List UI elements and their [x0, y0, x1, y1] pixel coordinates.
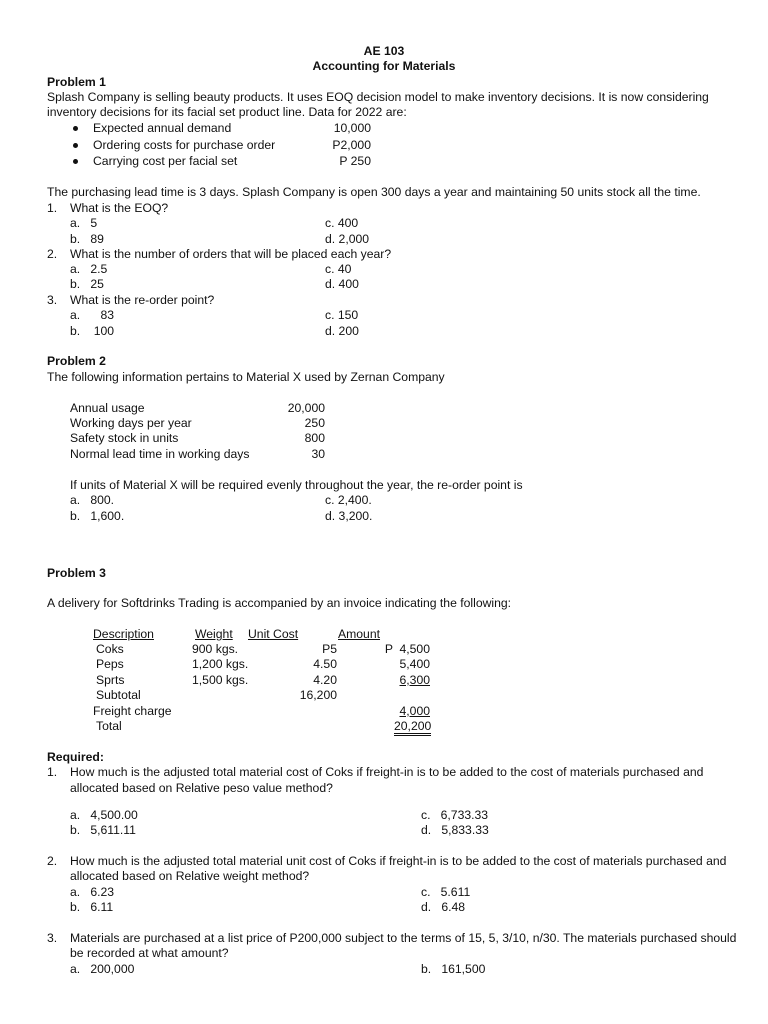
- row-weight: 900 kgs.: [192, 642, 239, 656]
- problem-3-intro: A delivery for Softdrinks Trading is accompanied by an invoice indicating the following:: [47, 596, 512, 610]
- choice-c: c. 400: [325, 216, 359, 230]
- row-description: Sprts: [96, 673, 125, 687]
- row-unit-cost: P5: [322, 642, 337, 656]
- question-text: What is the number of orders that will be placed each year?: [70, 247, 392, 261]
- choice-a: a. 800.: [70, 493, 115, 507]
- column-header-description: Description: [93, 627, 154, 641]
- choice-c: c. 150: [325, 308, 359, 322]
- row-weight: 1,200 kgs.: [192, 657, 249, 671]
- question-text: What is the EOQ?: [70, 201, 169, 215]
- question-text: be recorded at what amount?: [70, 946, 229, 960]
- problem-3-heading: Problem 3: [47, 566, 106, 580]
- row-description: Coks: [96, 642, 124, 656]
- total-value: [394, 719, 431, 734]
- problem-1-intro: inventory decisions for its facial set product line. Data for 2022 are:: [47, 105, 407, 119]
- data-label: Carrying cost per facial set: [93, 154, 238, 168]
- question-text: allocated based on Relative weight method?: [70, 869, 310, 883]
- question-text: How much is the adjusted total material cost of Coks if freight-in is to be added to the cost of materials purchased and: [70, 765, 704, 779]
- row-unit-cost: 4.20: [313, 673, 337, 687]
- question-number: 3.: [47, 293, 58, 307]
- question-text: What is the re-order point?: [70, 293, 215, 307]
- choice-c: c. 2,400.: [325, 493, 372, 507]
- choice-a: a. 5: [70, 216, 98, 230]
- row-amount: P 4,500: [384, 642, 430, 656]
- row-unit-cost: 4.50: [313, 657, 337, 671]
- required-heading: Required:: [47, 750, 104, 764]
- question-text: allocated based on Relative peso value method?: [70, 781, 333, 795]
- column-header-amount: Amount: [338, 627, 381, 641]
- data-value: 20,000: [287, 401, 325, 415]
- data-label: Safety stock in units: [70, 431, 179, 445]
- data-label: Working days per year: [70, 416, 192, 430]
- choice-b: b. 100: [70, 324, 115, 338]
- data-value: P2,000: [332, 138, 371, 152]
- problem-2-heading: Problem 2: [47, 354, 106, 368]
- choice-b: b. 1,600.: [70, 509, 125, 523]
- question-number: 2.: [47, 247, 58, 261]
- row-amount: 5,400: [399, 657, 430, 671]
- total-value-text: 20,200: [394, 719, 431, 736]
- data-value: 800: [304, 431, 325, 445]
- choice-b: b. 89: [70, 232, 104, 246]
- data-label: Ordering costs for purchase order: [93, 138, 276, 152]
- data-value: 30: [311, 447, 325, 461]
- data-value: 10,000: [333, 121, 371, 135]
- question-number: 2.: [47, 854, 58, 868]
- choice-a: a. 4,500.00: [70, 808, 138, 822]
- question-number: 1.: [47, 201, 58, 215]
- bullet-icon: [73, 126, 78, 131]
- freight-label: Freight charge: [93, 704, 172, 718]
- row-amount: 6,300: [399, 673, 430, 687]
- choice-b: b. 25: [70, 277, 104, 291]
- data-label: Normal lead time in working days: [70, 447, 250, 461]
- bullet-icon: [73, 159, 78, 164]
- choice-a: a. 6.23: [70, 885, 115, 899]
- total-label: Total: [96, 719, 122, 733]
- question-text: If units of Material X will be required evenly throughout the year, the re-order point is: [70, 478, 523, 492]
- choice-c: c. 40: [325, 262, 352, 276]
- column-header-weight: Weight: [195, 627, 233, 641]
- column-header-unit-cost: Unit Cost: [248, 627, 299, 641]
- choice-d: d. 2,000: [325, 232, 370, 246]
- freight-value: 4,000: [399, 704, 430, 718]
- row-description: Peps: [96, 657, 124, 671]
- subtotal-label: Subtotal: [96, 688, 141, 702]
- choice-a: a. 2.5: [70, 262, 108, 276]
- choice-b: b. 5,611.11: [70, 823, 136, 837]
- choice-d: d. 400: [325, 277, 359, 291]
- choice-a: a. 83: [70, 308, 115, 322]
- document-title: Accounting for Materials: [312, 59, 456, 73]
- question-text: How much is the adjusted total material unit cost of Coks if freight-in is to be added to the cost of materials purchased and: [70, 854, 727, 868]
- choice-c: c. 6,733.33: [421, 808, 489, 822]
- data-label: Expected annual demand: [93, 121, 232, 135]
- choice-d: d. 6.48: [421, 900, 466, 914]
- choice-c: c. 5.611: [421, 885, 471, 899]
- data-label: Annual usage: [70, 401, 145, 415]
- choice-a: a. 200,000: [70, 962, 135, 976]
- choice-d: d. 200: [325, 324, 359, 338]
- problem-1-intro: Splash Company is selling beauty products. It uses EOQ decision model to make inventory decisions. It is now considering: [47, 90, 709, 104]
- subtotal-value: 16,200: [299, 688, 337, 702]
- problem-1-heading: Problem 1: [47, 75, 106, 89]
- row-weight: 1,500 kgs.: [192, 673, 249, 687]
- course-code: AE 103: [363, 44, 405, 58]
- problem-2-intro: The following information pertains to Material X used by Zernan Company: [47, 370, 445, 384]
- data-value: 250: [304, 416, 325, 430]
- choice-b: b. 161,500: [421, 962, 486, 976]
- data-value: P 250: [339, 154, 371, 168]
- question-text: Materials are purchased at a list price of P200,000 subject to the terms of 15, 5, 3/10, n/30. The materials purchased should: [70, 931, 737, 945]
- bullet-icon: [73, 143, 78, 148]
- choice-d: d. 5,833.33: [421, 823, 489, 837]
- question-number: 1.: [47, 765, 58, 779]
- question-number: 3.: [47, 931, 58, 945]
- lead-time-text: The purchasing lead time is 3 days. Splash Company is open 300 days a year and maintaining 50 units stock all the time.: [47, 185, 701, 199]
- choice-d: d. 3,200.: [325, 509, 373, 523]
- choice-b: b. 6.11: [70, 900, 114, 914]
